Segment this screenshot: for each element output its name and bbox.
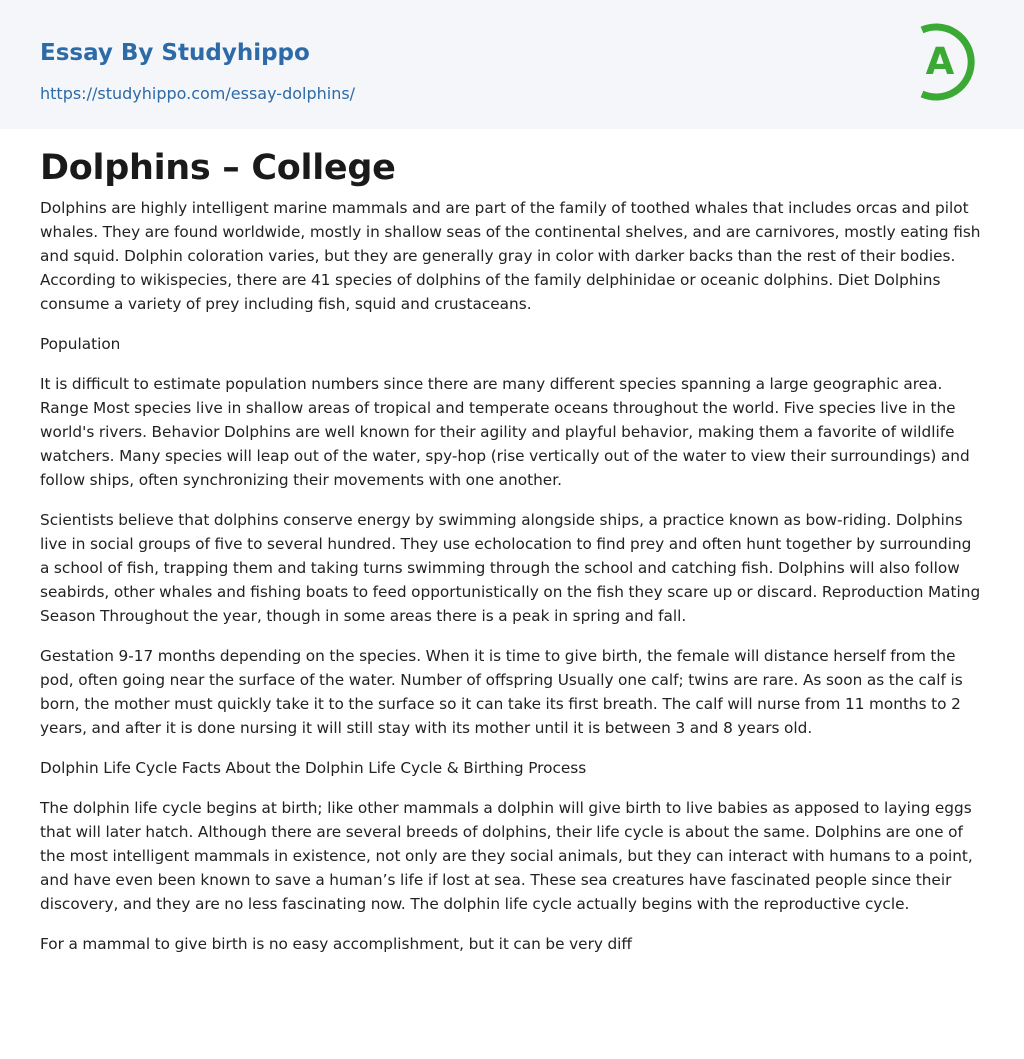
studyhippo-logo-icon[interactable]: [912, 19, 986, 105]
paragraph-population: It is difficult to estimate population numbers since there are many different species spanning a large geographic area. Range Most species live in shallow areas of tropical and temperate oceans throughout the world. Five species live in the world's rivers. Behavior Dolphins are well known for their agility and playful behavior, making them a favorite of wildlife watchers. Many species will leap out of the water, spy-hop (rise vertically out of the water to view their surroundings) and follow ships, often synchronizing their movements with one another.: [40, 375, 970, 489]
paragraph-truncated: For a mammal to give birth is no easy accomplishment, but it can be very diff: [40, 935, 632, 953]
paragraph-life-cycle-heading: Dolphin Life Cycle Facts About the Dolphin Life Cycle & Birthing Process: [40, 759, 587, 777]
paragraph-intro: Dolphins are highly intelligent marine mammals and are part of the family of toothed whales that includes orcas and pilot whales. They are found worldwide, mostly in shallow seas of the continental shelves, and are carnivores, mostly eating fish and squid. Dolphin coloration varies, but they are generally gray in color with darker backs than the rest of their bodies. According to wikispecies, there are 41 species of dolphins of the family delphinidae or oceanic dolphins. Diet Dolphins consume a variety of prey including fish, squid and crustaceans.: [40, 199, 981, 313]
essay-url-link[interactable]: https://studyhippo.com/essay-dolphins/: [40, 84, 356, 103]
paragraph-population-heading: Population: [40, 335, 121, 353]
paragraph-life-cycle: The dolphin life cycle begins at birth; like other mammals a dolphin will give birth to live babies as apposed to laying eggs that will later hatch. Although there are several breeds of dolphins, their life cycle is about the same. Dolphins are one of the most intelligent mammals in existence, not only are they social animals, but they can interact with humans to a point, and have even been known to save a human’s life if lost at sea. These sea creatures have fascinated people since their discovery, and they are no less fascinating now. The dolphin life cycle actually begins with the reproductive cycle.: [40, 799, 973, 913]
paragraph-gestation: Gestation 9-17 months depending on the species. When it is time to give birth, the female will distance herself from the pod, often going near the surface of the water. Number of offspring Usually one calf; twins are rare. As soon as the calf is born, the mother must quickly take it to the surface so it can take its first breath. The calf will nurse from 11 months to 2 years, and after it is done nursing it will still stay with its mother until it is between 3 and 8 years old.: [40, 647, 963, 737]
page-title: Dolphins – College: [40, 148, 396, 188]
site-brand[interactable]: Essay By Studyhippo: [40, 40, 310, 66]
site-header: [0, 0, 1024, 129]
article: [0, 129, 1024, 956]
paragraph-behavior: Scientists believe that dolphins conserve energy by swimming alongside ships, a practice known as bow-riding. Dolphins live in social groups of five to several hundred. They use echolocation to find prey and often hunt together by surrounding a school of fish, trapping them and taking turns swimming through the school and catching fish. Dolphins will also follow seabirds, other whales and fishing boats to feed opportunistically on the fish they scare up or discard. Reproduction Mating Season Throughout the year, though in some areas there is a peak in spring and fall.: [40, 511, 981, 625]
logo-letter: A: [925, 40, 955, 83]
